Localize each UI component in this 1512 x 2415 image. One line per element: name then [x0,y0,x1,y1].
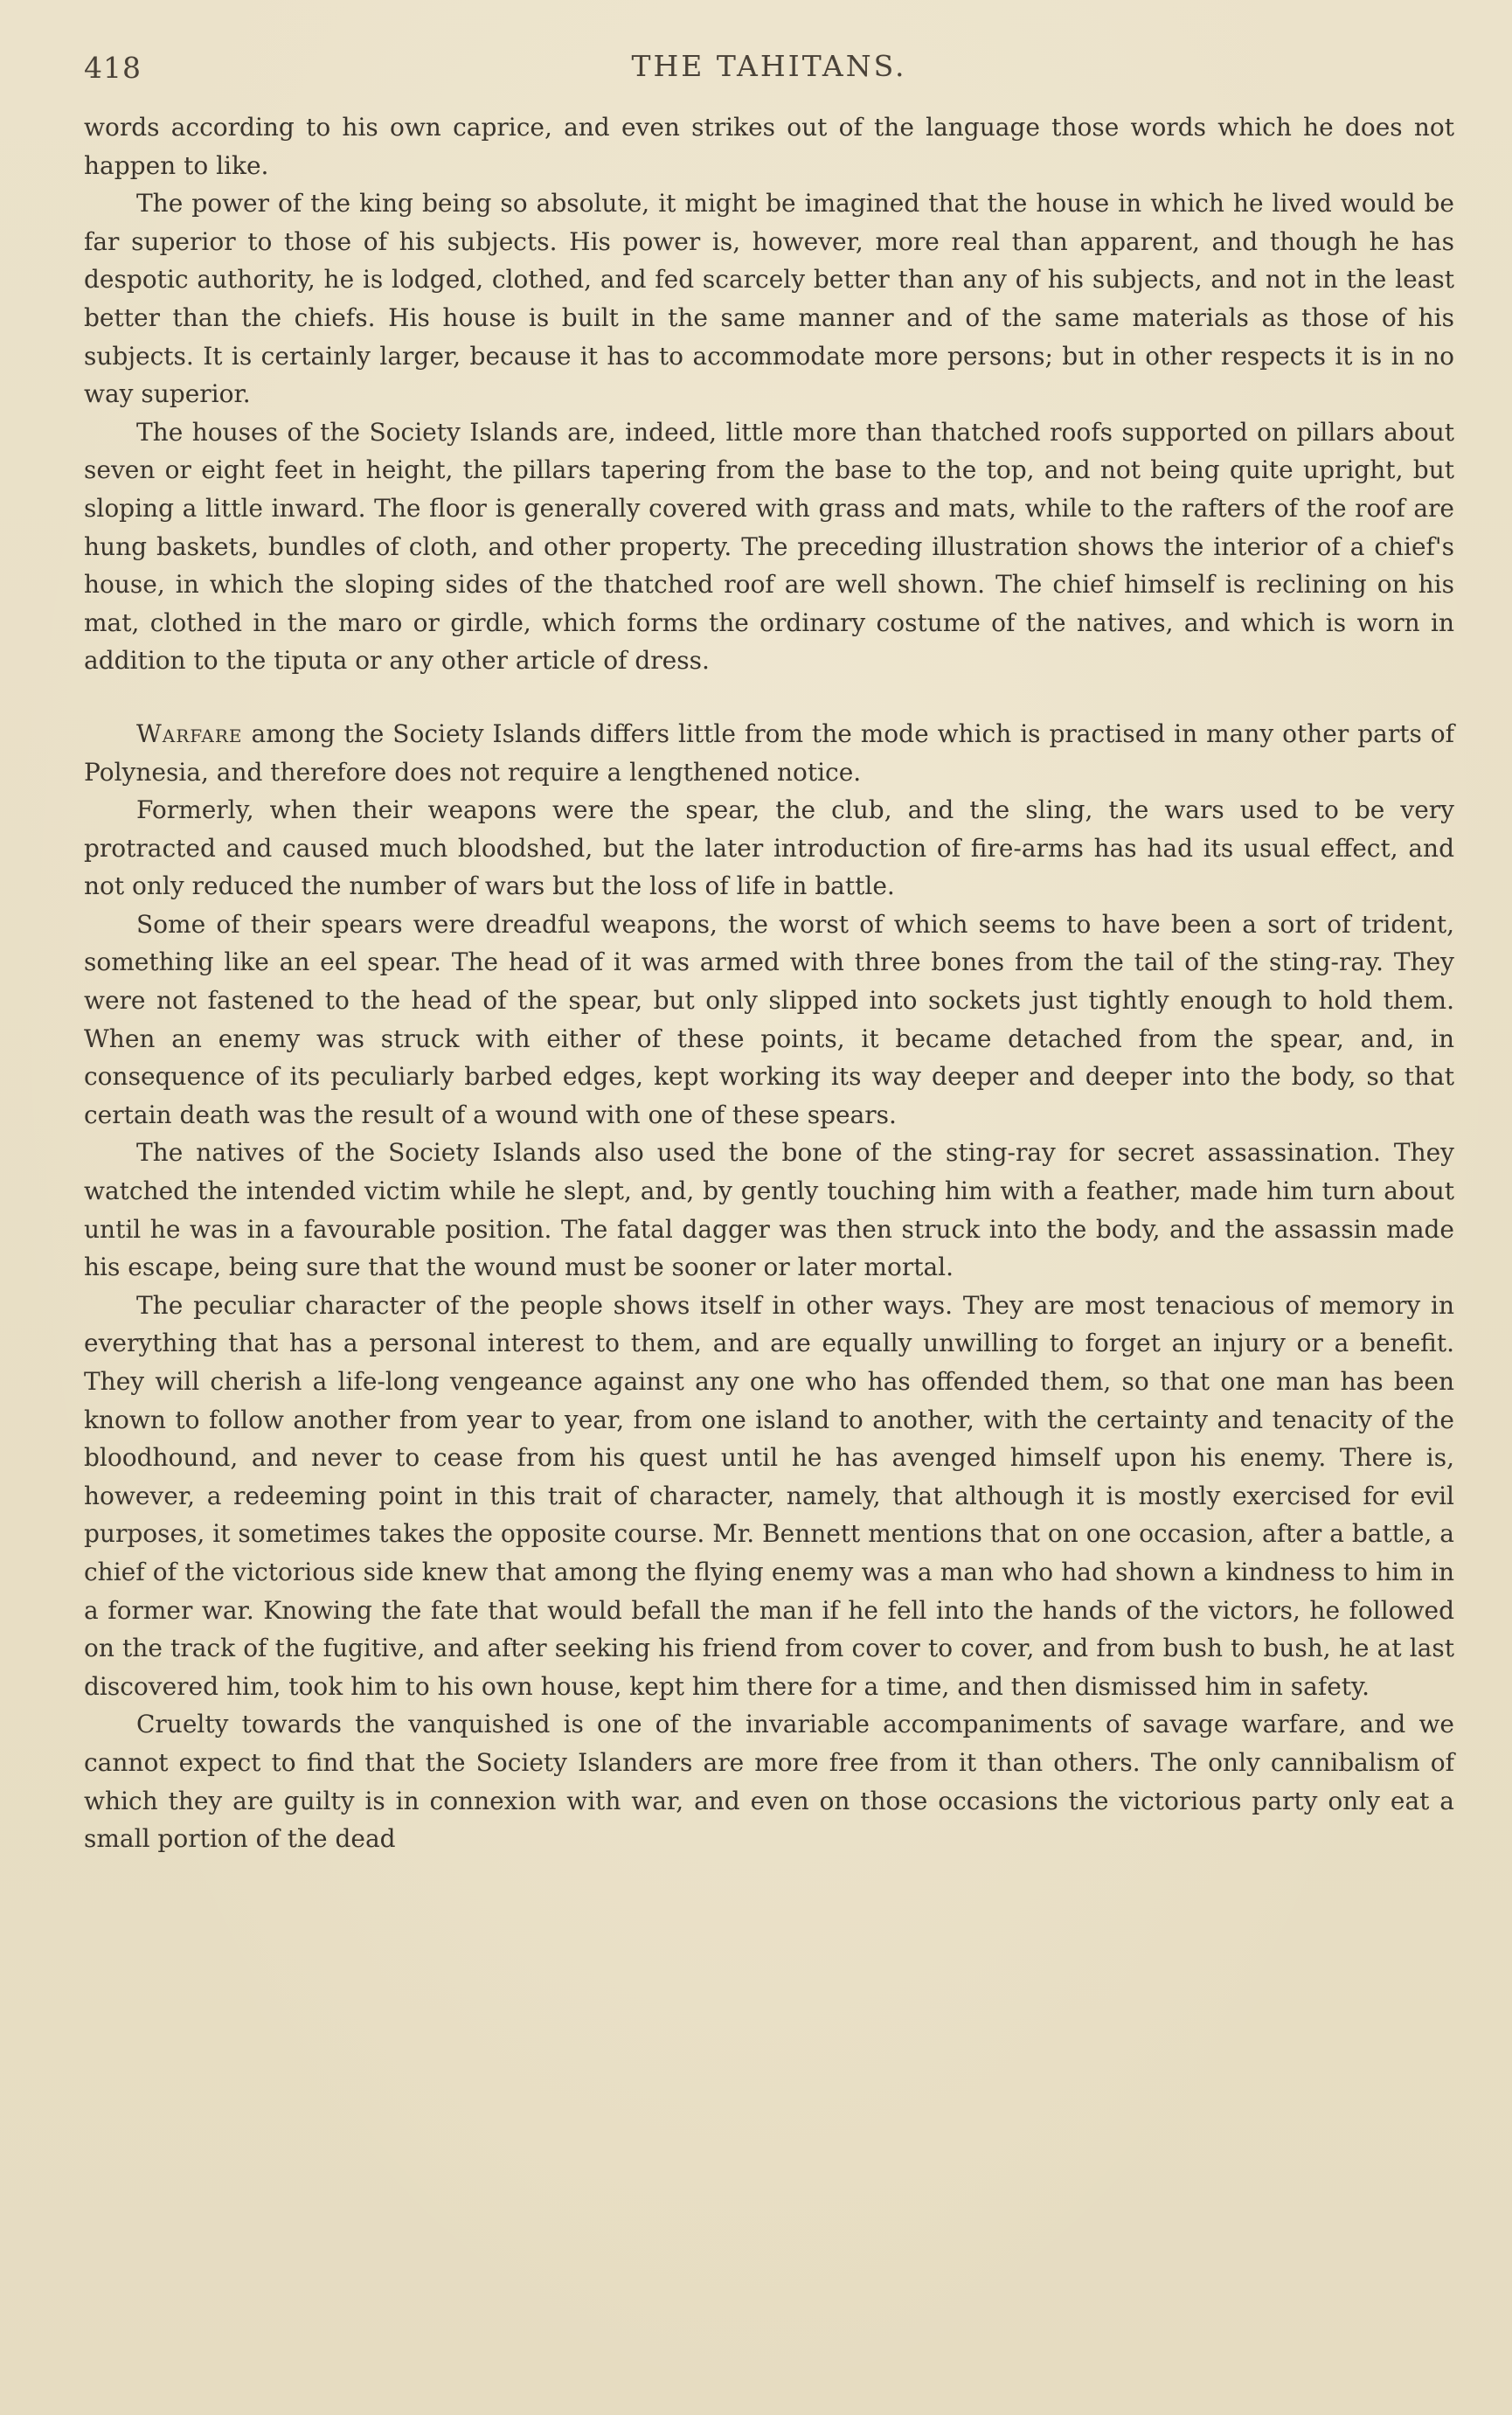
paragraph-cruelty: Cruelty towards the vanquished is one of the invariable accompaniments of savage warfare, and we cannot expect to find that the Society Islanders are more free from it than others. The only cannibalism of which they are guilty is in connexion with war, and even on those occasions the victorious party only eat a small portion of the dead [84,1710,1454,1854]
page-number: 418 [84,51,142,85]
paragraph-spears: Some of their spears were dreadful weapons, the worst of which seems to have been a sort of trident, something like an eel spear. The head of it was armed with three bones from the tail of the sting-ray. They were not fastened to the head of the spear, but only slipped into sockets just tightly enough to hold them. When an enemy was struck with either of these points, it became detached from the spear, and, in consequence of its peculiarly barbed edges, kept working its way deeper and deeper into the body, so that certain death was the result of a wound with one of these spears. [84,909,1454,1129]
book-page [84,42,1454,2349]
running-title: THE TAHITANS. [631,49,907,83]
warfare-lead-rest: among the Society Islands differs little from the mode which is practised in many other parts of Polynesia, and therefore does not require a lengthened notice. [84,718,1454,787]
paragraph-warfare [84,715,1454,791]
paragraph-character: The peculiar character of the people shows itself in other ways. They are most tenacious of memory in everything that has a personal interest to them, and are equally unwilling to forget an injury or a benefit. They will cherish a life-long vengeance against any one who has offended them, so that one man has been known to follow another from year to year, from one island to another, with the certainty and tenacity of the bloodhound, and never to cease from his quest until he has avenged himself upon his enemy. There is, however, a redeeming point in this trait of character, namely, that although it is mostly exercised for evil purposes, it sometimes takes the opposite course. Mr. Bennett mentions that on one occasion, after a battle, a chief of the victorious side knew that among the flying enemy was a man who had shown a kindness to him in a former war. Knowing the fate that would befall the man if he fell into the hands of the victors, he followed on the track of the fugitive, and after seeking his friend from cover to cover, and from bush to bush, he at last discovered him, took him to his own house, kept him there for a time, and then dismissed him in safety. [84,1290,1454,1701]
paragraph-weapons: Formerly, when their weapons were the spear, the club, and the sling, the wars used to be very protracted and caused much bloodshed, but the later introduction of fire-arms has had its usual effect, and not only reduced the number of wars but the loss of life in battle. [84,795,1454,901]
paragraph-continuation: words according to his own caprice, and even strikes out of the language those words which he does not happen to like. [84,113,1454,180]
paragraph-king-house: The power of the king being so absolute, it might be imagined that the house in which he lived would be far superior to those of his subjects. His power is, however, more real than apparent, and though he has despotic authority, he is lodged, clothed, and fed scarcely better than any of his subjects, and not in the least better than the chiefs. His house is built in the same manner and of the same materials as those of his subjects. It is certainly larger, because it has to accommodate more persons; but in other respects it is in no way superior. [84,189,1454,409]
warfare-lead-word: Warfare [136,718,243,748]
running-head [84,42,1454,96]
paragraph-houses: The houses of the Society Islands are, indeed, little more than thatched roofs supported on pillars about seven or eight feet in height, the pillars tapering from the base to the top, and not being quite upright, but sloping a little inward. The floor is generally covered with grass and mats, while to the rafters of the roof are hung baskets, bundles of cloth, and other property. The preceding illustration shows the interior of a chief's house, in which the sloping sides of the thatched roof are well shown. The chief himself is reclining on his mat, clothed in the maro or girdle, which forms the ordinary costume of the natives, and which is worn in addition to the tiputa or any other article of dress. [84,417,1454,676]
body-text [84,108,1454,1858]
paragraph-assassination: The natives of the Society Islands also used the bone of the sting-ray for secret assassination. They watched the intended victim while he slept, and, by gently touching him with a feather, made him turn about until he was in a favourable position. The fatal dagger was then struck into the body, and the assassin made his escape, being sure that the wound must be sooner or later mortal. [84,1138,1454,1282]
